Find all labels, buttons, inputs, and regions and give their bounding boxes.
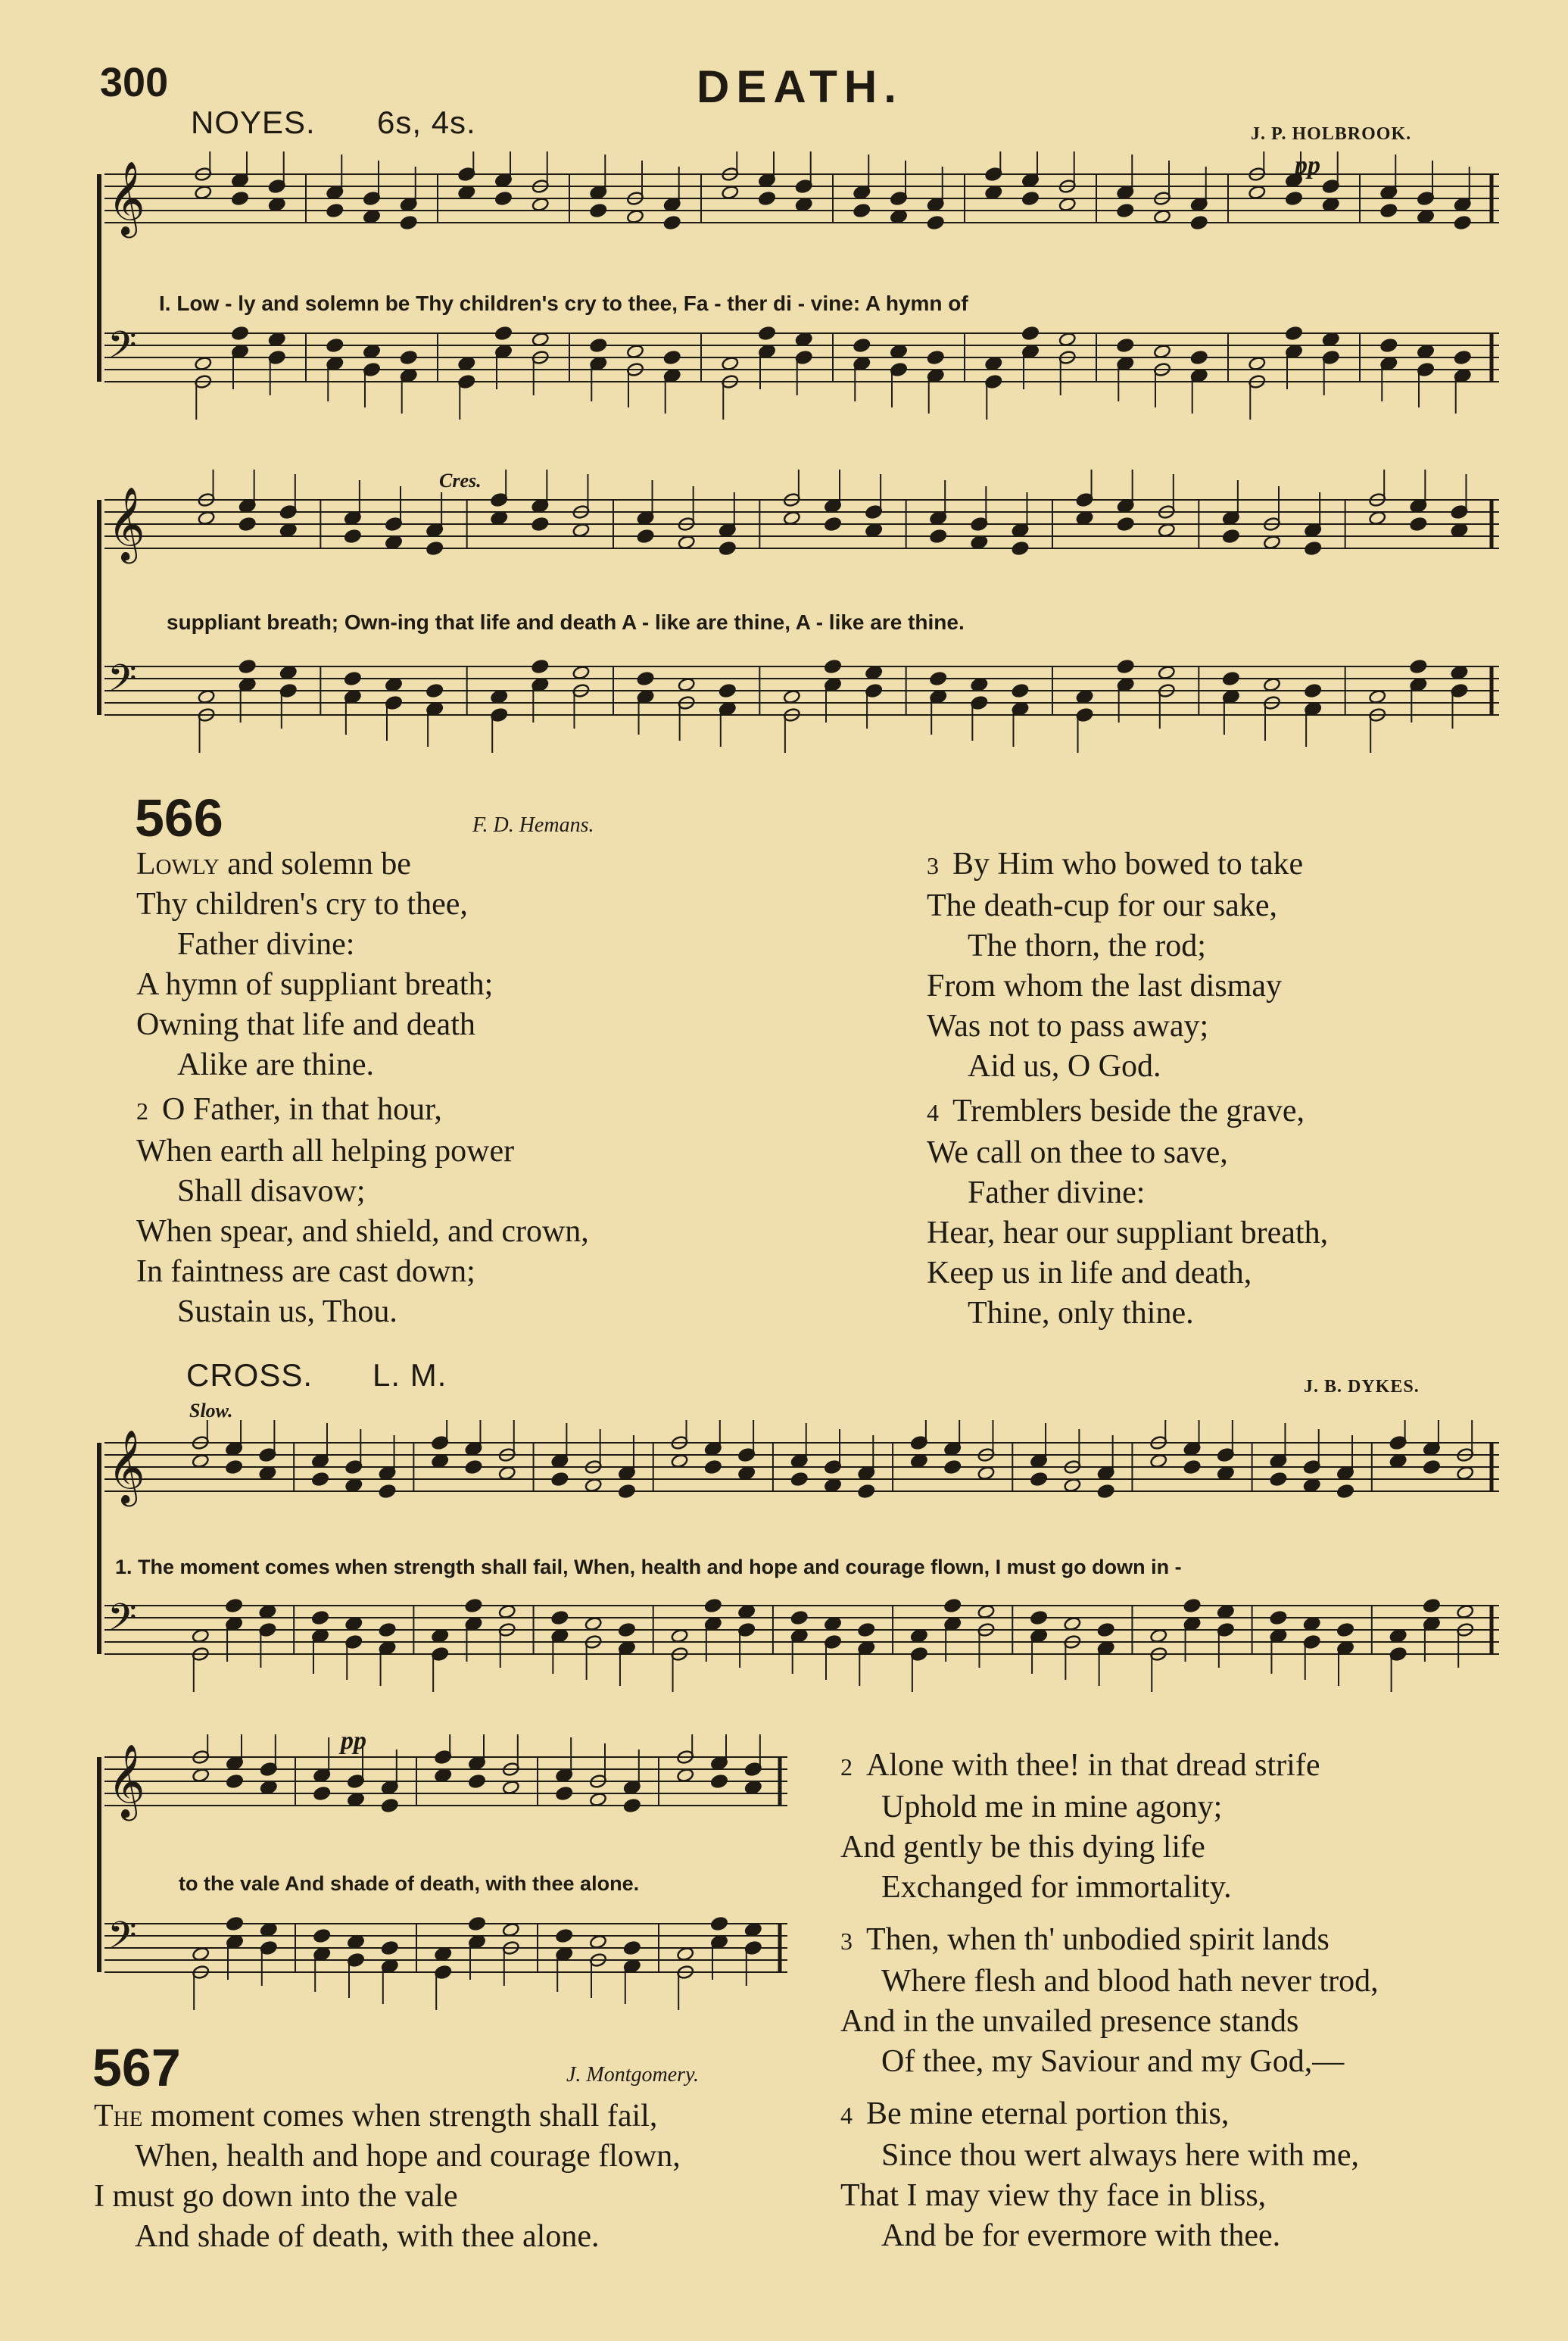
hymn-567-stanza-3 (840, 1920, 1379, 2082)
hymn-567-stanza-1 (94, 2096, 681, 2257)
stanza-line: The death-cup for our sake, (927, 888, 1277, 923)
stanza-line: Hear, hear our suppliant breath, (927, 1216, 1329, 1250)
tune-2-name: CROSS. (186, 1357, 313, 1393)
tune-1-cres-mark: Cres. (439, 470, 482, 492)
stanza-line: Thy children's cry to thee, (136, 887, 468, 922)
stanza-line: O Father, in that hour, (162, 1092, 442, 1127)
stanza-line: In faintness are cast down; (136, 1254, 475, 1289)
section-title: DEATH. (697, 61, 903, 112)
tune-1-composer: J. P. HOLBROOK. (1251, 124, 1412, 144)
hymn-566-number: 566 (135, 788, 223, 847)
hymn-566-stanza-2 (136, 1090, 589, 1332)
stanza-line: From whom the last dismay (927, 969, 1282, 1004)
page-number: 300 (100, 60, 169, 105)
stanza-line: And gently be this dying life (840, 1830, 1205, 1865)
stanza-line: Thine, only thine. (968, 1296, 1194, 1331)
stanza-line: And in the unvailed presence stands (840, 2004, 1299, 2039)
hymn-566-column-right (927, 844, 1328, 1334)
tune-2-pp-mark: pp (341, 1727, 366, 1755)
tune-2-meter: L. M. (373, 1357, 447, 1393)
stanza-line: Since thou wert always here with me, (881, 2138, 1359, 2173)
stanza-line: When spear, and shield, and crown, (136, 1214, 589, 1249)
stanza-line: The thorn, the rod; (968, 929, 1206, 963)
tune-2-tempo: Slow. (189, 1400, 233, 1422)
stanza-line: And be for evermore with thee. (881, 2218, 1281, 2253)
stanza-line: Of thee, my Saviour and my God,— (881, 2044, 1345, 2079)
svg-text:𝄞: 𝄞 (108, 1743, 145, 1818)
stanza-line: I must go down into the vale (94, 2179, 458, 2214)
hymn-566-stanza-3 (927, 844, 1328, 1087)
tune-1-underlay-1: I. Low - ly and solemn be Thy children's cry to thee, Fa - ther di - vine: A hymn of (159, 292, 968, 315)
stanza-line: Aid us, O God. (968, 1049, 1161, 1084)
hymn-566-stanza-4 (927, 1091, 1328, 1334)
stanza-line: Owning that life and death (136, 1007, 475, 1042)
stanza-line: Shall disavow; (177, 1174, 366, 1209)
hymn-566-column-left (136, 844, 589, 1332)
svg-text:𝄢: 𝄢 (108, 323, 137, 376)
stanza-number: 3 (840, 1927, 853, 1955)
tune-1-underlay-2: suppliant breath; Own-ing that life and death A - like are thine, A - like are thine. (167, 610, 965, 634)
stanza-line: Father divine: (177, 927, 355, 962)
stanza-line: Exchanged for immortality. (881, 1870, 1232, 1905)
stanza-line: Uphold me in mine agony; (881, 1790, 1223, 1824)
stanza-line: And shade of death, with thee alone. (135, 2219, 600, 2254)
hymn-567-stanza-4 (840, 2094, 1379, 2256)
tune-1-pp-mark: pp (1295, 151, 1320, 179)
tune-1-name: NOYES. (191, 105, 316, 140)
stanza-number: 4 (927, 1099, 939, 1126)
stanza-line: Lowly and solemn be (136, 847, 411, 882)
stanza-number: 2 (840, 1753, 853, 1781)
stanza-line: When, health and hope and courage flown, (135, 2139, 681, 2174)
stanza-line: Was not to pass away; (927, 1009, 1209, 1044)
stanza-line: The moment comes when strength shall fail, (94, 2099, 658, 2133)
tune-2-composer: J. B. DYKES. (1304, 1377, 1420, 1397)
stanza-number: 2 (136, 1097, 148, 1125)
stanza-number: 4 (840, 2102, 853, 2129)
svg-text:𝄢: 𝄢 (108, 1914, 137, 1967)
stanza-line: Be mine eternal portion this, (866, 2096, 1230, 2131)
svg-text:𝄞: 𝄞 (108, 1429, 145, 1503)
hymn-567-number: 567 (92, 2038, 181, 2097)
stanza-line: A hymn of suppliant breath; (136, 967, 494, 1002)
svg-text:𝄞: 𝄞 (108, 161, 145, 235)
tune-2-underlay-1: 1. The moment comes when strength shall fail, When, health and hope and courage flown, I must go down in - (115, 1556, 1182, 1578)
hymn-566-author: F. D. Hemans. (472, 813, 594, 837)
stanza-number: 3 (927, 852, 939, 879)
hymn-567-author: J. Montgomery. (566, 2063, 699, 2087)
hymn-566-stanza-1 (136, 844, 589, 1085)
stanza-line: We call on thee to save, (927, 1135, 1228, 1170)
stanza-line: By Him who bowed to take (952, 847, 1304, 882)
stanza-line: Keep us in life and death, (927, 1256, 1252, 1291)
stanza-line: That I may view thy face in bliss, (840, 2178, 1267, 2213)
hymn-567-stanza-2 (840, 1746, 1379, 1908)
svg-text:𝄞: 𝄞 (108, 486, 145, 560)
stanza-line: When earth all helping power (136, 1134, 515, 1169)
stanza-line: Tremblers beside the grave, (952, 1094, 1305, 1128)
stanza-line: Sustain us, Thou. (177, 1294, 397, 1329)
stanza-line: Where flesh and blood hath never trod, (881, 1964, 1379, 1999)
svg-text:𝄢: 𝄢 (108, 1596, 137, 1649)
hymn-567-column-right (840, 1746, 1379, 2256)
stanza-line: Alone with thee! in that dread strife (866, 1748, 1320, 1783)
tune-2-underlay-2: to the vale And shade of death, with thee alone. (179, 1872, 640, 1895)
tune-1-meter: 6s, 4s. (377, 105, 476, 140)
svg-text:𝄢: 𝄢 (108, 657, 137, 710)
stanza-line: Alike are thine. (177, 1047, 375, 1082)
stanza-line: Father divine: (968, 1175, 1146, 1210)
stanza-line: Then, when th' unbodied spirit lands (866, 1922, 1330, 1957)
